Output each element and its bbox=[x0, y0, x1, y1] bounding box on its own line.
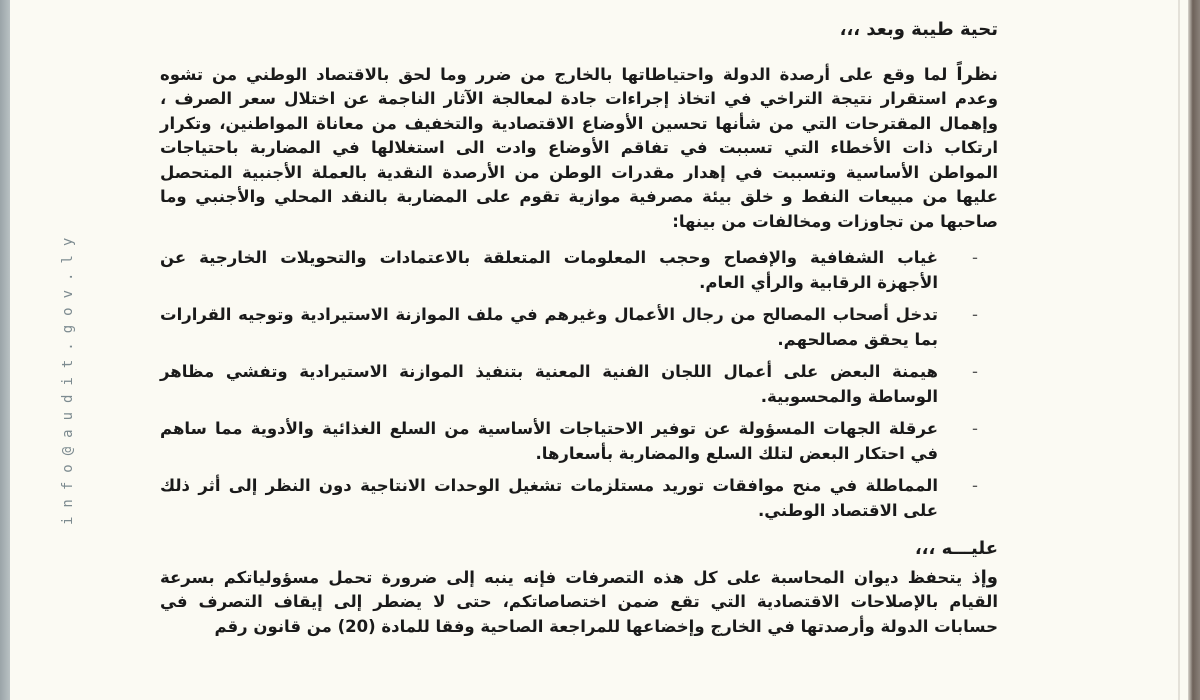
list-item-text: هيمنة البعض على أعمال اللجان الفنية المعنية بتنفيذ الموازنة الاستيرادية وتفشي مظاهر الوساطة والمحسوبية. bbox=[160, 362, 938, 406]
list-item bbox=[160, 417, 998, 466]
left-page-edge bbox=[0, 0, 10, 700]
intro-lead-word: نظراً bbox=[956, 63, 998, 85]
list-item-text: عرقلة الجهات المسؤولة عن توفير الاحتياجات الأساسية من السلع الغذائية والأدوية مما ساهم في احتكار البعض لتلك السلع والمضاربة بأسعارها. bbox=[160, 419, 938, 463]
dash-bullet: - bbox=[972, 305, 978, 324]
intro-paragraph bbox=[160, 63, 998, 235]
list-item bbox=[160, 303, 998, 352]
conclusion-heading: عليـــه ،،، bbox=[914, 538, 998, 559]
list-item bbox=[160, 246, 998, 295]
conclusion-lead-word: وإذ bbox=[971, 566, 998, 588]
list-item bbox=[160, 360, 998, 409]
dash-bullet: - bbox=[972, 476, 978, 495]
list-item-text: تدخل أصحاب المصالح من رجال الأعمال وغيرهم في ملف الموازنة الاستيرادية وتوجيه القرارات بما يحقق مصالحهم. bbox=[160, 305, 938, 349]
list-item-text: غياب الشفافية والإفصاح وحجب المعلومات المتعلقة بالاعتمادات والتحويلات الخارجية عن الأجهزة الرقابية والرأي العام. bbox=[160, 248, 938, 292]
list-item bbox=[160, 474, 998, 523]
right-page-edge bbox=[1188, 0, 1200, 700]
letter-body bbox=[160, 18, 998, 639]
email-watermark: info@audit.gov.ly bbox=[60, 228, 76, 525]
greeting-heading: تحية طيبة وبعد ،،، bbox=[839, 19, 998, 40]
dash-bullet: - bbox=[972, 248, 978, 267]
violations-list bbox=[160, 246, 998, 523]
right-margin-line bbox=[1178, 0, 1180, 700]
dash-bullet: - bbox=[972, 362, 978, 381]
list-item-text: المماطلة في منح موافقات توريد مستلزمات تشغيل الوحدات الانتاجية دون النظر إلى أثر ذلك على الاقتصاد الوطني. bbox=[160, 476, 938, 520]
dash-bullet: - bbox=[972, 419, 978, 438]
intro-text: لما وقع على أرصدة الدولة واحتياطاتها بالخارج من ضرر وما لحق بالاقتصاد الوطني من تشوه وعدم استقرار نتيجة التراخي في اتخاذ إجراءات جادة لمعالجة الآثار الناجمة عن اختلال سعر الصرف ، وإهمال المقترحات التي من شأنها تحسين الأوضاع الاقتصادية والتخفيف من معاناة المواطنين، وتكرار ارتكاب ذات الأخطاء التي تسببت في تفاقم الأوضاع وادت الى استغلالها في المضاربة باحتياجات المواطن الأساسية وتسببت في إهدار مقدرات الوطن من الأرصدة النقدية بالعملة الأجنبية المتحصل عليها من مبيعات النفط و خلق بيئة مصرفية موازية تقوم على المضاربة بالنقد المحلي والأجنبي وما صاحبها من تجاوزات ومخالفات من بينها: bbox=[160, 64, 998, 231]
conclusion-text: يتحفظ ديوان المحاسبة على كل هذه التصرفات فإنه ينبه إلى ضرورة تحمل مسؤولياتكم بسرعة القيام بالإصلاحات الاقتصادية التي تقع ضمن اختصاصاتكم، حتى لا يضطر إلى إيقاف التصرف في حسابات الدولة وأرصدتها في الخارج وإخضاعها للمراجعة الصاحية وفقا للمادة (20) من قانون رقم bbox=[160, 567, 998, 636]
conclusion-paragraph bbox=[160, 566, 998, 640]
